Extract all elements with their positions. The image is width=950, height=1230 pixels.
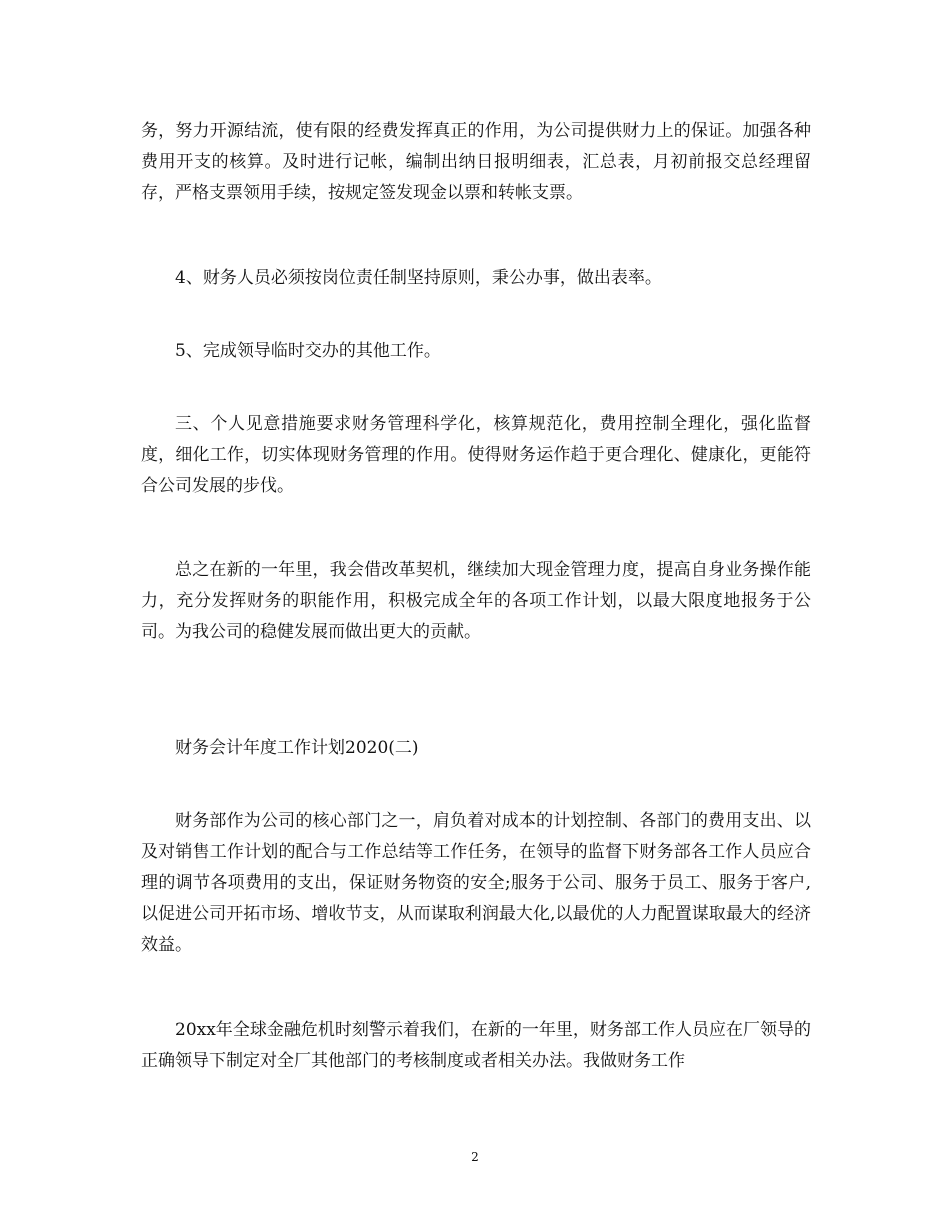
section-heading: 财务会计年度工作计划2020(二): [175, 738, 419, 758]
paragraph-conclusion: 总之在新的一年里，我会借改革契机，继续加大现金管理力度，提高自身业务操作能力，充分发挥财务的职能作用，积极完成全年的各项工作计划，以最大限度地报务于公司。为我公司的稳健发展而做出更大的贡献。: [141, 560, 811, 642]
paragraph-section-3: 三、个人见意措施要求财务管理科学化，核算规范化，费用控制全理化，强化监督度，细化工作，切实体现财务管理的作用。使得财务运作趋于更合理化、健康化，更能符合公司发展的步伐。: [141, 414, 811, 496]
paragraph-continuation: 务，努力开源结流，使有限的经费发挥真正的作用，为公司提供财力上的保证。加强各种费用开支的核算。及时进行记帐，编制出纳日报明细表，汇总表，月初前报交总经理留存，严格支票领用手续，按规定签发现金以票和转帐支票。: [141, 121, 811, 203]
paragraph-finance-role: 财务部作为公司的核心部门之一，肩负着对成本的计划控制、各部门的费用支出、以及对销售工作计划的配合与工作总结等工作任务，在领导的监督下财务部各工作人员应合理的调节各项费用的支出，保证财务物资的安全;服务于公司、服务于员工、服务于客户,以促进公司开拓市场、增收节支，从而谋取利润最大化,以最优的人力配置谋取最大的经济效益。: [141, 811, 811, 955]
paragraph-financial-crisis: 20xx年全球金融危机时刻警示着我们，在新的一年里，财务部工作人员应在厂领导的正确领导下制定对全厂其他部门的考核制度或者相关办法。我做财务工作: [141, 1020, 811, 1071]
paragraph-item-4: 4、财务人员必须按岗位责任制坚持原则，秉公办事，做出表率。: [175, 268, 662, 288]
page-number: 2: [471, 1150, 479, 1164]
paragraph-item-5: 5、完成领导临时交办的其他工作。: [175, 341, 441, 361]
